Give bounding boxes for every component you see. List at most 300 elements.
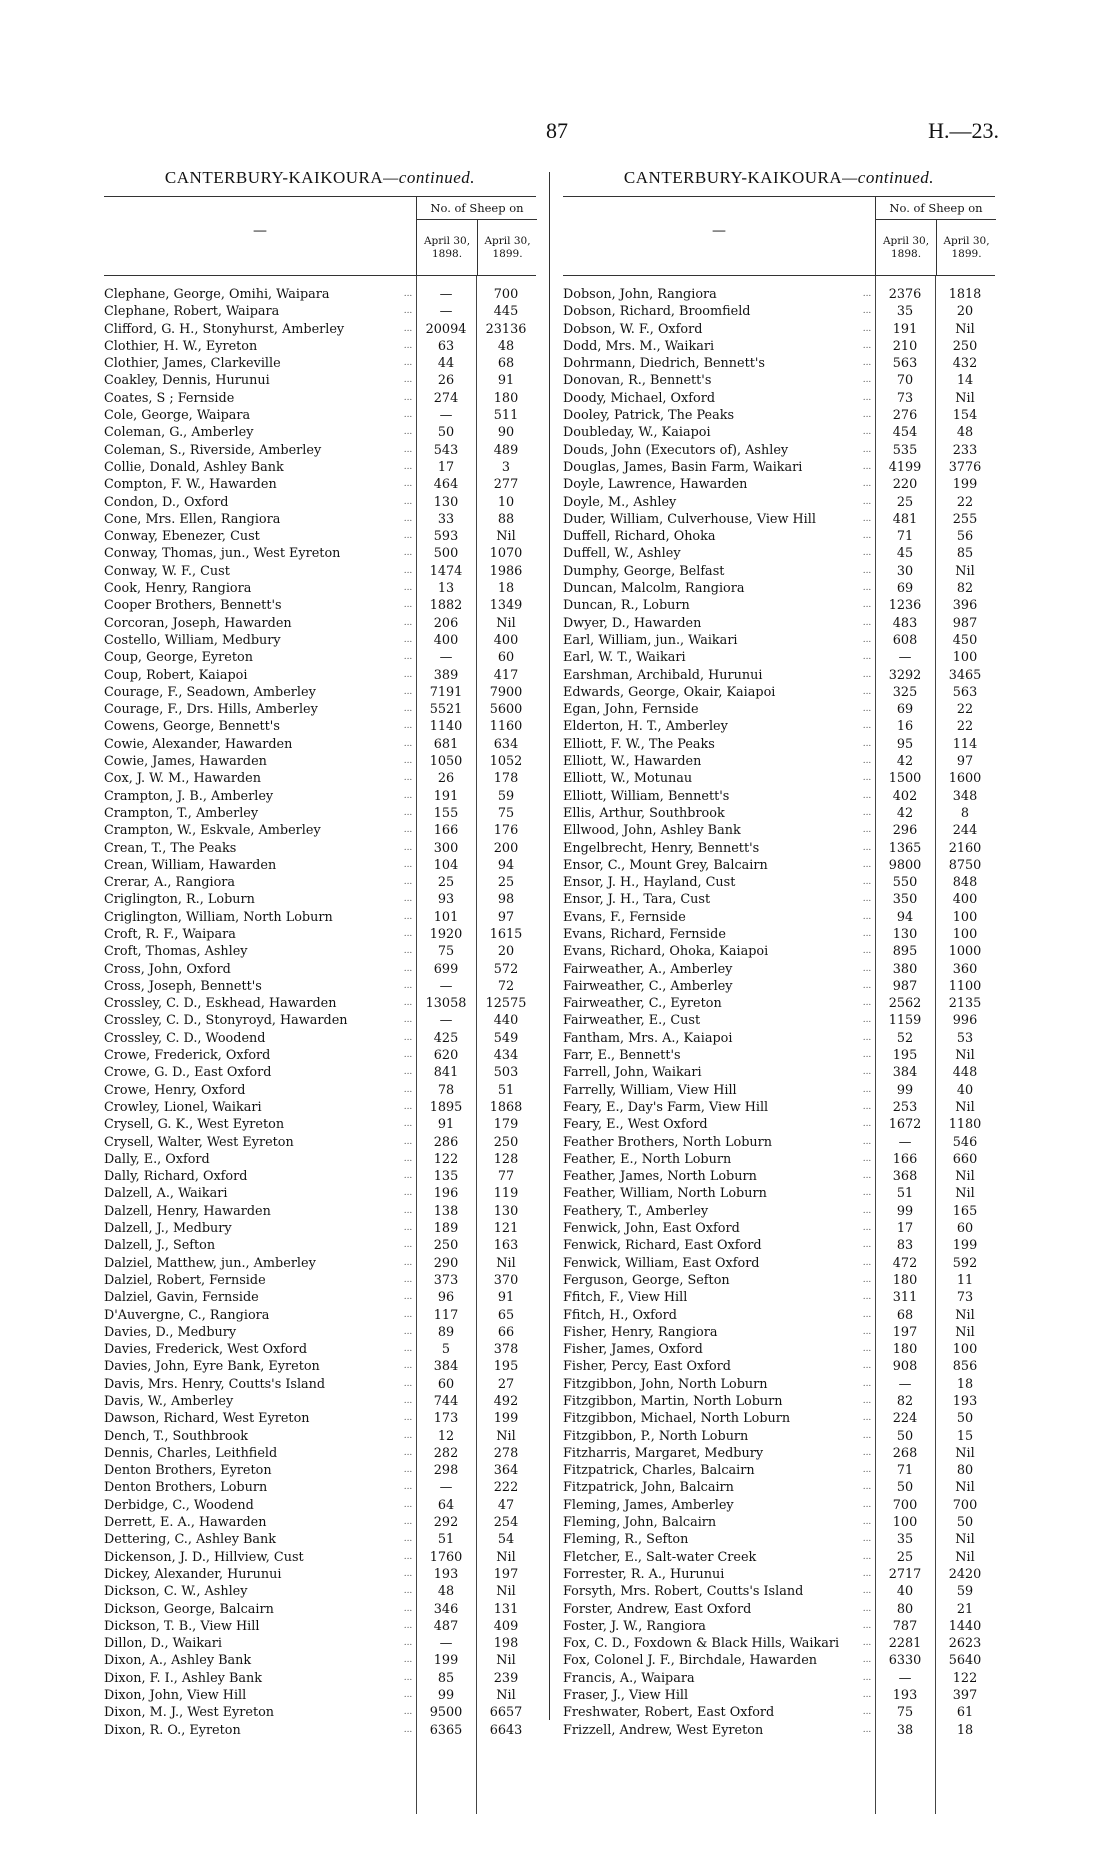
- leader-dots: ...: [403, 444, 413, 455]
- holder-name: Dickenson, J. D., Hillview, Cust: [104, 1549, 304, 1565]
- leader-dots: ...: [862, 998, 872, 1009]
- table-row: [104, 1618, 536, 1635]
- sheep-count-1899: 397: [952, 1688, 978, 1704]
- holder-name: Dumphy, George, Belfast: [563, 563, 725, 579]
- sheep-count-1898: 71: [896, 529, 914, 545]
- leader-dots: ...: [862, 548, 872, 559]
- table-row: [104, 1566, 536, 1583]
- left-column-title: [104, 168, 536, 196]
- sheep-count-1898: 220: [892, 477, 918, 493]
- leader-dots: ...: [862, 756, 872, 767]
- holder-name: Dally, Richard, Oxford: [104, 1169, 248, 1185]
- sheep-count-1899: 448: [952, 1065, 978, 1081]
- sheep-count-1898: 593: [433, 529, 459, 545]
- table-row: [563, 1185, 995, 1202]
- table-row: [104, 961, 536, 978]
- holder-name: Duffell, W., Ashley: [563, 546, 681, 562]
- table-row: [104, 1722, 536, 1739]
- leader-dots: ...: [862, 1603, 872, 1614]
- leader-dots: ...: [862, 1620, 872, 1631]
- holder-name: Fairweather, C., Amberley: [563, 978, 733, 994]
- sheep-count-1898: 91: [437, 1117, 455, 1133]
- sheep-count-1899: 114: [952, 736, 978, 752]
- leader-dots: ...: [862, 1361, 872, 1372]
- sheep-count-1898: 987: [892, 978, 918, 994]
- holder-name: Conway, Ebenezer, Cust: [104, 529, 260, 545]
- leader-dots: ...: [862, 289, 872, 299]
- holder-name: Fisher, James, Oxford: [563, 1342, 703, 1358]
- right-title-continued: —continued.: [842, 168, 935, 187]
- holder-name: Fitzgibbon, Michael, North Loburn: [563, 1411, 791, 1427]
- sheep-count-1898: 6365: [429, 1722, 463, 1738]
- table-row: [104, 1687, 536, 1704]
- sheep-count-1898: 1236: [888, 598, 922, 614]
- left-col2-header-line2: 1899.: [492, 248, 523, 260]
- table-row: [563, 1168, 995, 1185]
- sheep-count-1898: 311: [892, 1290, 918, 1306]
- left-sheep-count-header: [416, 197, 537, 275]
- holder-name: Dooley, Patrick, The Peaks: [563, 408, 735, 424]
- leader-dots: ...: [403, 1447, 413, 1458]
- table-row: [104, 372, 536, 389]
- sheep-count-1899: 511: [493, 408, 519, 424]
- leader-dots: ...: [403, 1465, 413, 1476]
- sheep-count-1898: 290: [433, 1255, 459, 1271]
- sheep-count-1898: 400: [433, 632, 459, 648]
- holder-name: Farr, E., Bennett's: [563, 1048, 681, 1064]
- leader-dots: ...: [403, 1344, 413, 1355]
- table-row: [563, 511, 995, 528]
- sheep-count-1898: 2281: [888, 1636, 922, 1652]
- holder-name: Elderton, H. T., Amberley: [563, 719, 728, 735]
- sheep-count-1898: 250: [433, 1238, 459, 1254]
- sheep-count-1899: 1615: [489, 926, 523, 942]
- table-row: [563, 597, 995, 614]
- sheep-count-1898: —: [898, 1670, 912, 1686]
- holder-name: Fantham, Mrs. A., Kaiapoi: [563, 1030, 733, 1046]
- sheep-count-1899: Nil: [955, 1532, 975, 1548]
- holder-name: Cox, J. W. M., Hawarden: [104, 771, 261, 787]
- holder-name: Coup, Robert, Kaiapoi: [104, 667, 248, 683]
- table-row: [563, 424, 995, 441]
- leader-dots: ...: [403, 669, 413, 680]
- leader-dots: ...: [862, 894, 872, 905]
- leader-dots: ...: [403, 842, 413, 853]
- sheep-count-1899: 987: [952, 615, 978, 631]
- holder-name: Dally, E., Oxford: [104, 1151, 210, 1167]
- leader-dots: ...: [862, 1309, 872, 1320]
- sheep-count-1898: 48: [437, 1584, 455, 1600]
- sheep-count-1899: 848: [952, 875, 978, 891]
- leader-dots: ...: [862, 877, 872, 888]
- sheep-count-1899: Nil: [496, 1428, 516, 1444]
- holder-name: Farrell, John, Waikari: [563, 1065, 702, 1081]
- holder-name: Ellis, Arthur, Southbrook: [563, 805, 725, 821]
- table-row: [563, 545, 995, 562]
- sheep-count-1899: 20: [956, 304, 974, 320]
- leader-dots: ...: [403, 928, 413, 939]
- table-row: [563, 476, 995, 493]
- sheep-count-1898: 384: [433, 1359, 459, 1375]
- table-row: [104, 286, 536, 303]
- leader-dots: ...: [862, 410, 872, 421]
- table-row: [563, 770, 995, 787]
- leader-dots: ...: [862, 773, 872, 784]
- holder-name: Forrester, R. A., Hurunui: [563, 1566, 725, 1582]
- holder-name: Doyle, M., Ashley: [563, 494, 677, 510]
- leader-dots: ...: [403, 1171, 413, 1182]
- holder-name: Duncan, R., Loburn: [563, 598, 690, 614]
- table-row: [104, 1237, 536, 1254]
- sheep-count-1898: 282: [433, 1445, 459, 1461]
- holder-name: Crampton, T., Amberley: [104, 805, 259, 821]
- sheep-count-1899: 100: [952, 909, 978, 925]
- table-row: [563, 1289, 995, 1306]
- sheep-count-1898: 93: [437, 892, 455, 908]
- leader-dots: ...: [862, 1707, 872, 1718]
- leader-dots: ...: [862, 1032, 872, 1043]
- sheep-count-1898: 550: [892, 875, 918, 891]
- leader-dots: ...: [403, 738, 413, 749]
- sheep-count-1898: 180: [892, 1342, 918, 1358]
- holder-name: Fitzgibbon, John, North Loburn: [563, 1376, 768, 1392]
- holder-name: Feary, E., West Oxford: [563, 1117, 708, 1133]
- sheep-count-1899: 21: [956, 1601, 974, 1617]
- sheep-count-1899: 660: [952, 1151, 978, 1167]
- table-row: [104, 684, 536, 701]
- table-row: [563, 1376, 995, 1393]
- sheep-count-1898: 122: [433, 1151, 459, 1167]
- holder-name: Crampton, J. B., Amberley: [104, 788, 274, 804]
- sheep-count-1899: 563: [952, 684, 978, 700]
- sheep-count-1898: —: [898, 1134, 912, 1150]
- leader-dots: ...: [862, 340, 872, 351]
- sheep-count-1898: 13058: [425, 996, 467, 1012]
- leader-dots: ...: [403, 1067, 413, 1078]
- sheep-count-1898: 12: [437, 1428, 455, 1444]
- leader-dots: ...: [403, 1724, 413, 1735]
- sheep-count-1899: 634: [493, 736, 519, 752]
- sheep-count-1899: 165: [952, 1203, 978, 1219]
- holder-name: Fairweather, C., Eyreton: [563, 996, 722, 1012]
- sheep-count-1898: 368: [892, 1169, 918, 1185]
- holder-name: Cooper Brothers, Bennett's: [104, 598, 282, 614]
- holder-name: Dohrmann, Diedrich, Bennett's: [563, 356, 765, 372]
- table-row: [104, 1289, 536, 1306]
- sheep-count-1899: 434: [493, 1048, 519, 1064]
- leader-dots: ...: [862, 617, 872, 628]
- table-row: [563, 1670, 995, 1687]
- holder-name: Croft, R. F., Waipara: [104, 926, 236, 942]
- sheep-count-1898: 5: [441, 1342, 451, 1358]
- leader-dots: ...: [403, 600, 413, 611]
- holder-name: Dickey, Alexander, Hurunui: [104, 1566, 282, 1582]
- sheep-count-1899: 5640: [948, 1653, 982, 1669]
- sheep-count-1898: 100: [892, 1515, 918, 1531]
- sheep-count-1898: 908: [892, 1359, 918, 1375]
- table-row: [563, 615, 995, 632]
- leader-dots: ...: [403, 1499, 413, 1510]
- leader-dots: ...: [403, 652, 413, 663]
- table-row: [563, 355, 995, 372]
- sheep-count-1898: 2717: [888, 1566, 922, 1582]
- holder-name: Doubleday, W., Kaiapoi: [563, 425, 711, 441]
- left-col1-header: [417, 219, 477, 275]
- holder-name: Fenwick, William, East Oxford: [563, 1255, 760, 1271]
- leader-dots: ...: [403, 1672, 413, 1683]
- table-row: [563, 1255, 995, 1272]
- leader-dots: ...: [862, 565, 872, 576]
- leader-dots: ...: [403, 756, 413, 767]
- sheep-count-1899: 10: [497, 494, 515, 510]
- leader-dots: ...: [403, 1603, 413, 1614]
- holder-name: Coakley, Dennis, Hurunui: [104, 373, 270, 389]
- sheep-count-1898: 1140: [429, 719, 463, 735]
- sheep-count-1899: 1440: [948, 1618, 982, 1634]
- leader-dots: ...: [403, 704, 413, 715]
- sheep-count-1899: 18: [956, 1722, 974, 1738]
- sheep-count-1898: 620: [433, 1048, 459, 1064]
- sheep-count-1899: 1160: [489, 719, 523, 735]
- sheep-count-1899: 6643: [489, 1722, 523, 1738]
- sheep-count-1899: 1868: [489, 1099, 523, 1115]
- table-row: [563, 1410, 995, 1427]
- table-row: [563, 1358, 995, 1375]
- sheep-count-1899: 25: [497, 875, 515, 891]
- table-row: [104, 1116, 536, 1133]
- sheep-count-1899: 59: [497, 788, 515, 804]
- sheep-count-1899: 432: [952, 356, 978, 372]
- sheep-count-1899: 198: [493, 1636, 519, 1652]
- sheep-count-1898: 268: [892, 1445, 918, 1461]
- sheep-count-1899: 82: [956, 581, 974, 597]
- holder-name: Davies, Frederick, West Oxford: [104, 1342, 308, 1358]
- leader-dots: ...: [403, 790, 413, 801]
- holder-name: Cook, Henry, Rangiora: [104, 581, 252, 597]
- sheep-count-1898: 70: [896, 373, 914, 389]
- sheep-count-1899: 233: [952, 442, 978, 458]
- table-row: [104, 874, 536, 891]
- leader-dots: ...: [403, 548, 413, 559]
- sheep-count-1899: 199: [952, 1238, 978, 1254]
- sheep-count-1899: 94: [497, 857, 515, 873]
- holder-name: Fitzharris, Margaret, Medbury: [563, 1445, 764, 1461]
- sheep-count-1899: 56: [956, 529, 974, 545]
- leader-dots: ...: [403, 1378, 413, 1389]
- sheep-count-1898: 380: [892, 961, 918, 977]
- table-row: [563, 1082, 995, 1099]
- sheep-count-1899: Nil: [496, 529, 516, 545]
- sheep-count-1899: Nil: [496, 1653, 516, 1669]
- holder-name: Douglas, James, Basin Farm, Waikari: [563, 459, 803, 475]
- leader-dots: ...: [403, 998, 413, 1009]
- holder-name: Fleming, James, Amberley: [563, 1497, 734, 1513]
- sheep-count-1898: 425: [433, 1030, 459, 1046]
- table-row: [563, 1099, 995, 1116]
- leader-dots: ...: [403, 911, 413, 922]
- holder-name: Crossley, C. D., Woodend: [104, 1030, 266, 1046]
- holder-name: Forsyth, Mrs. Robert, Coutts's Island: [563, 1584, 804, 1600]
- sheep-count-1898: 1365: [888, 840, 922, 856]
- table-row: [104, 736, 536, 753]
- sheep-count-1899: 100: [952, 1342, 978, 1358]
- holder-name: Evans, Richard, Fernside: [563, 926, 726, 942]
- holder-name: Dennis, Charles, Leithfield: [104, 1445, 278, 1461]
- table-row: [104, 1134, 536, 1151]
- sheep-count-1899: 445: [493, 304, 519, 320]
- sheep-count-1898: 189: [433, 1221, 459, 1237]
- leader-dots: ...: [862, 1413, 872, 1424]
- table-row: [563, 1428, 995, 1445]
- sheep-count-1899: 440: [493, 1013, 519, 1029]
- leader-dots: ...: [403, 1534, 413, 1545]
- sheep-count-1898: —: [439, 304, 453, 320]
- holder-name: Earshman, Archibald, Hurunui: [563, 667, 763, 683]
- leader-dots: ...: [403, 825, 413, 836]
- leader-dots: ...: [862, 1655, 872, 1666]
- holder-name: Dickson, C. W., Ashley: [104, 1584, 248, 1600]
- sheep-count-1899: 2135: [948, 996, 982, 1012]
- table-row: [563, 338, 995, 355]
- table-row: [104, 943, 536, 960]
- left-title-continued: —continued.: [383, 168, 476, 187]
- sheep-count-1898: 535: [892, 442, 918, 458]
- leader-dots: ...: [862, 1188, 872, 1199]
- sheep-count-1898: 26: [437, 373, 455, 389]
- holder-name: Doody, Michael, Oxford: [563, 390, 716, 406]
- right-col1-header-line1: April 30,: [882, 235, 930, 247]
- table-row: [104, 822, 536, 839]
- sheep-count-1898: 38: [896, 1722, 914, 1738]
- sheep-count-1898: 296: [892, 823, 918, 839]
- table-row: [104, 1341, 536, 1358]
- table-row: [563, 701, 995, 718]
- table-row: [104, 1168, 536, 1185]
- page-number: 87: [546, 118, 568, 143]
- table-row: [104, 1012, 536, 1029]
- sheep-count-1898: 94: [896, 909, 914, 925]
- sheep-count-1898: 210: [892, 338, 918, 354]
- sheep-count-1898: 82: [896, 1394, 914, 1409]
- holder-name: Corcoran, Joseph, Hawarden: [104, 615, 292, 631]
- holder-name: Dickson, T. B., View Hill: [104, 1618, 260, 1634]
- table-row: [104, 718, 536, 735]
- leader-dots: ...: [403, 410, 413, 421]
- sheep-count-1898: 1920: [429, 926, 463, 942]
- leader-dots: ...: [862, 1724, 872, 1735]
- sheep-count-1899: 68: [497, 356, 515, 372]
- sheep-count-1898: 51: [437, 1532, 455, 1548]
- holder-name: Crossley, C. D., Stonyroyd, Hawarden: [104, 1013, 348, 1029]
- sheep-count-1899: 11: [956, 1272, 974, 1288]
- sheep-count-1899: 98: [497, 892, 515, 908]
- table-row: [563, 390, 995, 407]
- table-row: [563, 1445, 995, 1462]
- sheep-count-1898: 75: [896, 1705, 914, 1721]
- right-column-title: [563, 168, 995, 196]
- leader-dots: ...: [862, 1568, 872, 1579]
- table-row: [563, 407, 995, 424]
- sheep-count-1899: 856: [952, 1359, 978, 1375]
- sheep-count-1898: 25: [896, 1549, 914, 1565]
- sheep-count-1898: 700: [892, 1497, 918, 1513]
- sheep-count-1898: 325: [892, 684, 918, 700]
- sheep-count-1899: Nil: [955, 1099, 975, 1115]
- leader-dots: ...: [862, 1067, 872, 1078]
- leader-dots: ...: [403, 859, 413, 870]
- holder-name: Ellwood, John, Ashley Bank: [563, 823, 741, 839]
- sheep-count-1899: 700: [952, 1497, 978, 1513]
- sheep-count-1899: 61: [956, 1705, 974, 1721]
- sheep-count-1899: 7900: [489, 684, 523, 700]
- holder-name: Foster, J. W., Rangiora: [563, 1618, 706, 1634]
- table-row: [563, 736, 995, 753]
- left-col2-header-line1: April 30,: [484, 235, 531, 247]
- holder-name: Collie, Donald, Ashley Bank: [104, 459, 284, 475]
- sheep-count-1898: 195: [892, 1048, 918, 1064]
- sheep-count-1898: 681: [433, 736, 459, 752]
- holder-name: Denton Brothers, Loburn: [104, 1480, 268, 1496]
- sheep-count-1899: 5600: [489, 702, 523, 718]
- table-row: [563, 372, 995, 389]
- sheep-count-1898: 52: [896, 1030, 914, 1046]
- sheep-count-1898: 33: [437, 511, 455, 527]
- sheep-count-1899: 250: [952, 338, 978, 354]
- table-row: [563, 1618, 995, 1635]
- table-row: [563, 1272, 995, 1289]
- leader-dots: ...: [862, 1551, 872, 1562]
- leader-dots: ...: [403, 1655, 413, 1666]
- sheep-count-1899: 546: [952, 1134, 978, 1150]
- sheep-count-1898: 45: [896, 546, 914, 562]
- holder-name: Coup, George, Eyreton: [104, 650, 253, 666]
- table-row: [563, 321, 995, 338]
- table-row: [104, 1670, 536, 1687]
- holder-name: Cross, Joseph, Bennett's: [104, 978, 262, 994]
- sheep-count-1898: 25: [437, 875, 455, 891]
- right-table-body: [563, 276, 995, 1814]
- leader-dots: ...: [403, 1136, 413, 1147]
- sheep-count-1898: 17: [896, 1221, 914, 1237]
- table-row: [563, 805, 995, 822]
- leader-dots: ...: [403, 1153, 413, 1164]
- sheep-count-1898: 224: [892, 1411, 918, 1427]
- leader-dots: ...: [862, 375, 872, 386]
- table-row: [104, 476, 536, 493]
- holder-name: Dalzell, J., Sefton: [104, 1238, 216, 1254]
- sheep-count-1898: 191: [433, 788, 459, 804]
- table-row: [104, 390, 536, 407]
- sheep-count-1899: 47: [497, 1497, 515, 1513]
- holder-name: Fisher, Percy, East Oxford: [563, 1359, 731, 1375]
- sheep-count-1898: 389: [433, 667, 459, 683]
- sheep-count-1899: 91: [497, 1290, 515, 1306]
- table-row: [104, 632, 536, 649]
- holder-name: Courage, F., Drs. Hills, Amberley: [104, 702, 318, 718]
- table-row: [104, 355, 536, 372]
- sheep-count-1899: 18: [956, 1376, 974, 1392]
- sheep-count-1898: 180: [892, 1272, 918, 1288]
- leader-dots: ...: [403, 1586, 413, 1597]
- leader-dots: ...: [403, 1326, 413, 1337]
- sheep-count-1898: —: [439, 650, 453, 666]
- holder-name: Donovan, R., Bennett's: [563, 373, 712, 389]
- sheep-count-1899: 12575: [485, 996, 527, 1012]
- table-row: [563, 1203, 995, 1220]
- leader-dots: ...: [403, 1223, 413, 1234]
- holder-name: Dwyer, D., Hawarden: [563, 615, 702, 631]
- sheep-count-1899: 197: [493, 1566, 519, 1582]
